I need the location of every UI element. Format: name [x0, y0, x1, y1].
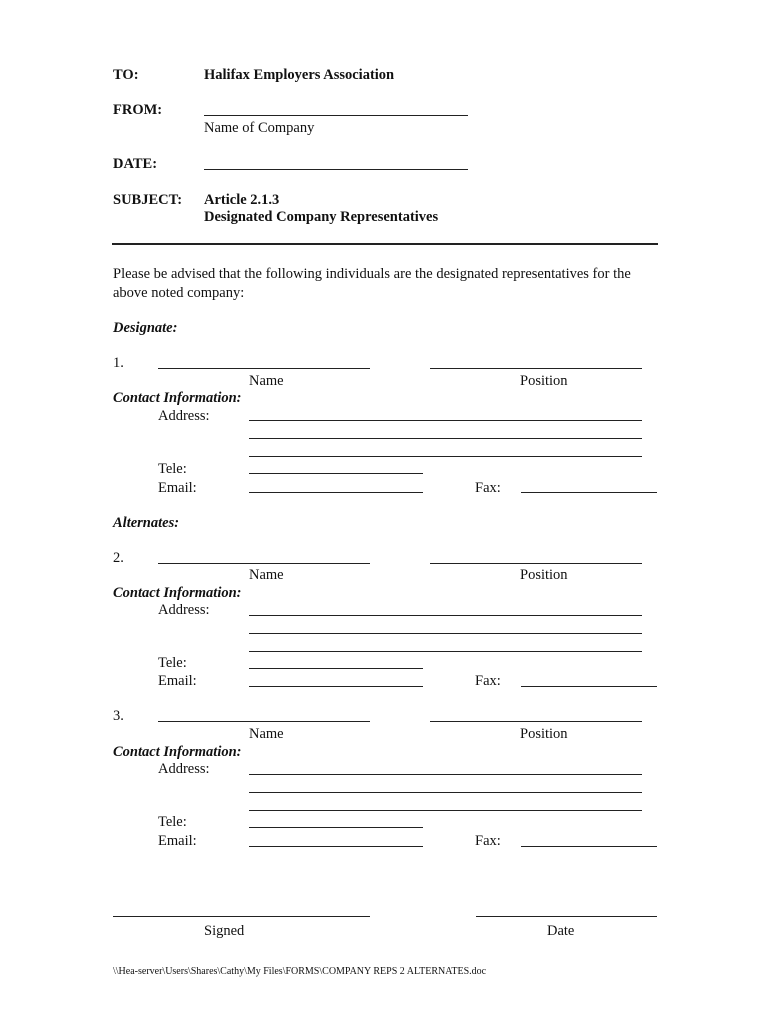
intro-line-1: Please be advised that the following individuals are the designated representatives for the	[113, 266, 631, 282]
address-field-line-2[interactable]	[249, 792, 642, 793]
tele-label: Tele:	[158, 814, 187, 830]
header-divider	[112, 243, 658, 245]
email-field-line[interactable]	[249, 492, 423, 493]
date-signed-field-line[interactable]	[476, 916, 657, 917]
email-label: Email:	[158, 673, 197, 689]
tele-field-line[interactable]	[249, 473, 423, 474]
alternates-heading: Alternates:	[113, 515, 180, 531]
contact-information-label: Contact Information:	[113, 585, 242, 601]
address-field-line-1[interactable]	[249, 420, 642, 421]
tele-field-line[interactable]	[249, 827, 423, 828]
designate-heading: Designate:	[113, 320, 178, 336]
signed-caption: Signed	[204, 923, 245, 939]
name-caption: Name	[249, 567, 284, 583]
address-field-line-3[interactable]	[249, 456, 642, 457]
entry-number: 1.	[113, 355, 124, 371]
subject-label: SUBJECT:	[113, 192, 183, 208]
subject-line-2: Designated Company Representatives	[204, 209, 439, 225]
date-label: DATE:	[113, 156, 158, 172]
address-field-line-2[interactable]	[249, 633, 642, 634]
fax-label: Fax:	[475, 833, 501, 849]
fax-field-line[interactable]	[521, 686, 657, 687]
file-path-footer: \\Hea-server\Users\Shares\Cathy\My Files\FORMS\COMPANY REPS 2 ALTERNATES.doc	[113, 966, 487, 977]
position-field-line[interactable]	[430, 721, 642, 722]
position-field-line[interactable]	[430, 563, 642, 564]
date-field-line[interactable]	[204, 169, 468, 170]
fax-label: Fax:	[475, 673, 501, 689]
tele-label: Tele:	[158, 655, 187, 671]
name-caption: Name	[249, 373, 284, 389]
email-label: Email:	[158, 480, 197, 496]
contact-information-label: Contact Information:	[113, 390, 242, 406]
signed-field-line[interactable]	[113, 916, 370, 917]
tele-field-line[interactable]	[249, 668, 423, 669]
name-field-line[interactable]	[158, 368, 370, 369]
email-label: Email:	[158, 833, 197, 849]
fax-field-line[interactable]	[521, 846, 657, 847]
entry-number: 2.	[113, 550, 124, 566]
name-field-line[interactable]	[158, 721, 370, 722]
fax-label: Fax:	[475, 480, 501, 496]
contact-information-label: Contact Information:	[113, 744, 242, 760]
address-field-line-1[interactable]	[249, 774, 642, 775]
date-caption: Date	[547, 923, 575, 939]
address-label: Address:	[158, 408, 210, 424]
to-label: TO:	[113, 67, 139, 83]
address-field-line-1[interactable]	[249, 615, 642, 616]
fax-field-line[interactable]	[521, 492, 657, 493]
from-field-line[interactable]	[204, 115, 468, 116]
tele-label: Tele:	[158, 461, 187, 477]
email-field-line[interactable]	[249, 686, 423, 687]
email-field-line[interactable]	[249, 846, 423, 847]
subject-line-1: Article 2.1.3	[204, 192, 280, 208]
address-field-line-3[interactable]	[249, 651, 642, 652]
name-caption: Name	[249, 726, 284, 742]
from-caption: Name of Company	[204, 120, 315, 136]
from-label: FROM:	[113, 102, 163, 118]
position-caption: Position	[520, 373, 568, 389]
entry-number: 3.	[113, 708, 124, 724]
name-field-line[interactable]	[158, 563, 370, 564]
position-field-line[interactable]	[430, 368, 642, 369]
address-label: Address:	[158, 761, 210, 777]
address-field-line-2[interactable]	[249, 438, 642, 439]
address-label: Address:	[158, 602, 210, 618]
to-value: Halifax Employers Association	[204, 67, 395, 83]
address-field-line-3[interactable]	[249, 810, 642, 811]
position-caption: Position	[520, 726, 568, 742]
intro-line-2: above noted company:	[113, 285, 245, 301]
position-caption: Position	[520, 567, 568, 583]
